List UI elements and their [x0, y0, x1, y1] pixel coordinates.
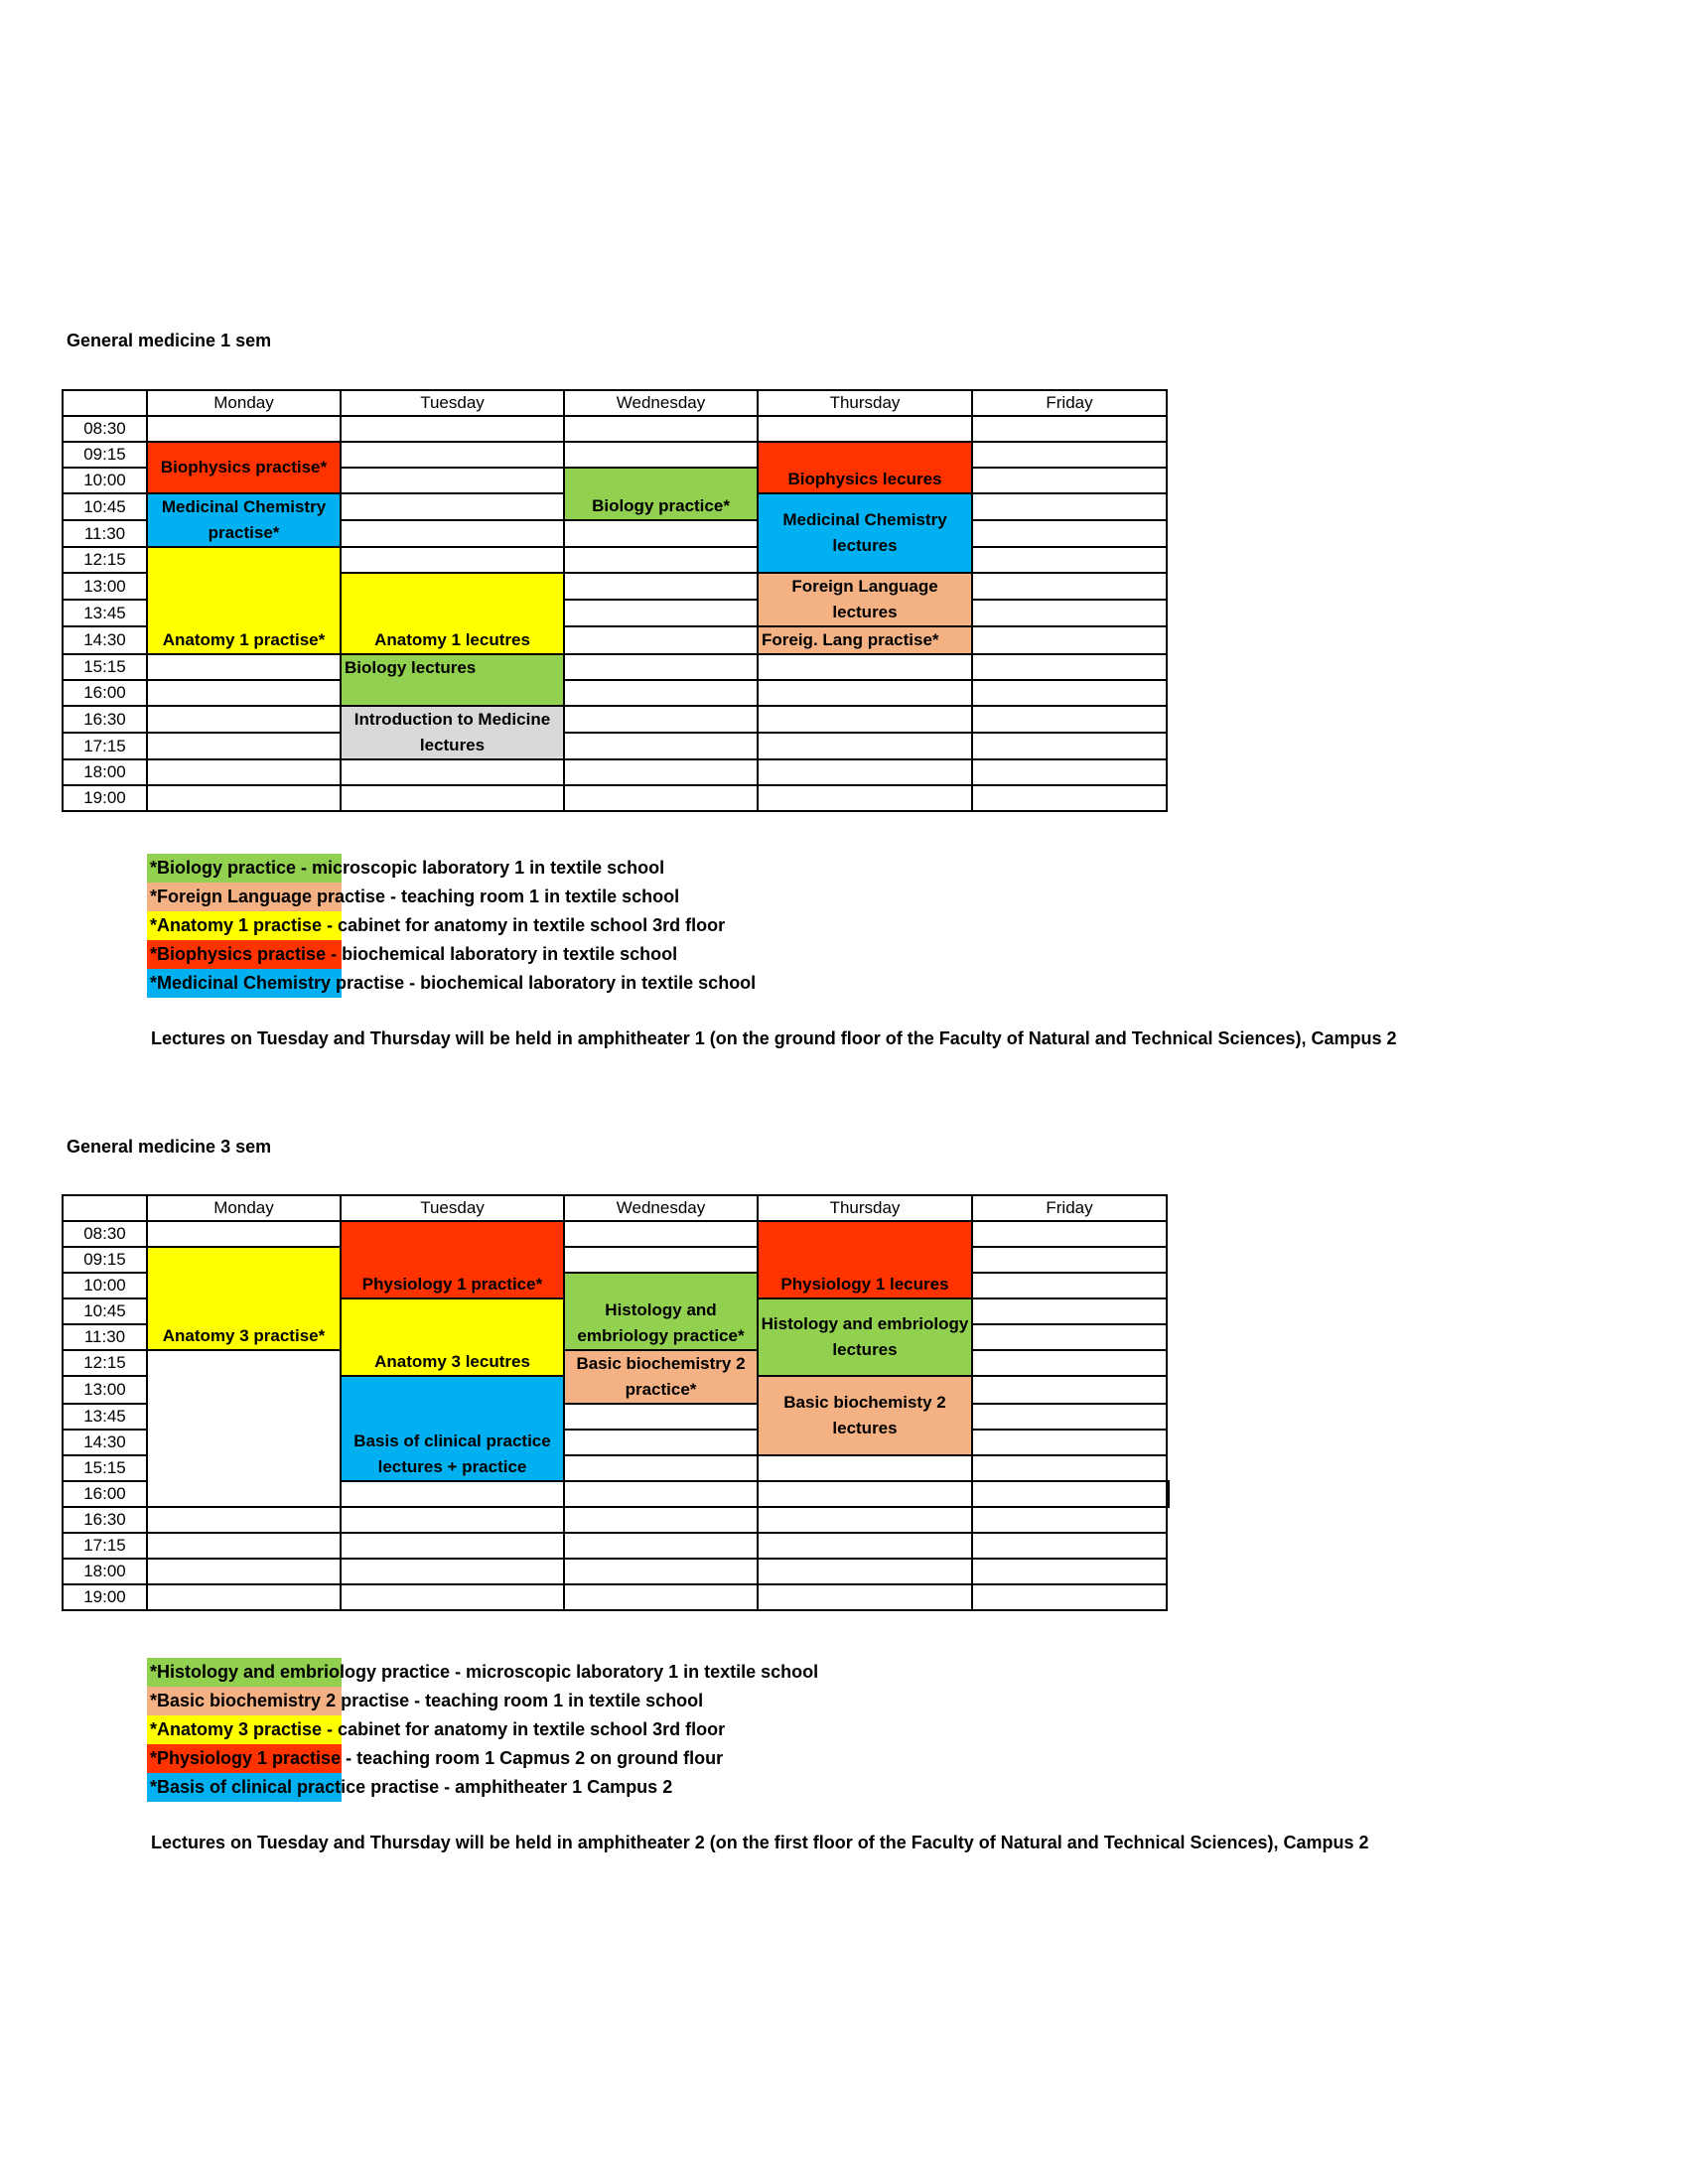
legend-item [147, 1773, 818, 1802]
empty-cell [972, 1247, 1167, 1273]
empty-cell [147, 654, 341, 680]
class-basic-biochemistry-2-lectures: Basic biochemisty 2 lectures [758, 1376, 972, 1455]
class-anatomy-3-practise: Anatomy 3 practise* [147, 1247, 341, 1350]
empty-cell [147, 680, 341, 706]
empty-cell [972, 547, 1167, 573]
class-basis-of-clinical-practice: Basis of clinical practice lectures + practice [341, 1376, 564, 1481]
empty-cell [341, 1584, 564, 1610]
empty-cell [564, 1584, 758, 1610]
empty-cell [972, 1324, 1167, 1350]
empty-cell [972, 468, 1167, 493]
empty-cell [147, 733, 341, 759]
empty-cell [564, 547, 758, 573]
empty-cell [758, 706, 972, 733]
empty-cell [972, 1481, 1167, 1507]
empty-cell [972, 442, 1167, 468]
time-label: 16:00 [63, 1481, 147, 1507]
day-header-tuesday: Tuesday [341, 390, 564, 416]
time-label: 13:00 [63, 1376, 147, 1404]
empty-cell [972, 759, 1167, 785]
empty-cell [972, 1350, 1167, 1376]
empty-cell [147, 1533, 341, 1559]
time-label: 14:30 [63, 626, 147, 654]
legend-item [147, 940, 756, 969]
time-label: 19:00 [63, 1584, 147, 1610]
time-label: 16:30 [63, 706, 147, 733]
legend-item [147, 1687, 818, 1715]
sem3-legend [147, 1658, 818, 1802]
day-header-thursday: Thursday [758, 1195, 972, 1221]
empty-cell [564, 600, 758, 626]
empty-cell [972, 1430, 1167, 1455]
time-label: 11:30 [63, 1324, 147, 1350]
empty-cell [1167, 1481, 1169, 1507]
day-header-thursday: Thursday [758, 390, 972, 416]
empty-cell [758, 1507, 972, 1533]
legend-text: *Foreign Language practise - teaching room 1 in textile school [150, 887, 680, 906]
legend-item [147, 1715, 818, 1744]
time-label: 13:45 [63, 1404, 147, 1430]
legend-text: *Basis of clinical practice practise - amphitheater 1 Campus 2 [150, 1777, 673, 1797]
empty-cell [972, 416, 1167, 442]
time-label: 10:00 [63, 1273, 147, 1298]
time-label: 15:15 [63, 1455, 147, 1481]
empty-cell [564, 1221, 758, 1247]
class-anatomy-1-practise: Anatomy 1 practise* [147, 547, 341, 654]
sem3-lecture-note: Lectures on Tuesday and Thursday will be held in amphitheater 2 (on the first floor of the Faculty of Natural and Technical Sciences), Campus 2 [151, 1833, 1369, 1852]
class-medicinal-chemistry-practise: Medicinal Chemistry practise* [147, 493, 341, 547]
empty-cell [341, 468, 564, 493]
empty-cell [564, 1430, 758, 1455]
sem1-title: General medicine 1 sem [67, 331, 272, 350]
empty-cell [972, 1404, 1167, 1430]
day-header-monday: Monday [147, 390, 341, 416]
time-label: 15:15 [63, 654, 147, 680]
empty-cell [564, 1481, 758, 1507]
class-introduction-to-medicine-lectures: Introduction to Medicine lectures [341, 706, 564, 759]
time-label: 18:00 [63, 759, 147, 785]
empty-cell [758, 1559, 972, 1584]
time-label: 08:30 [63, 416, 147, 442]
empty-cell [972, 1221, 1167, 1247]
corner-cell [63, 1195, 147, 1221]
class-histology-embriology-lectures: Histology and embriology lectures [758, 1298, 972, 1376]
time-label: 13:00 [63, 573, 147, 600]
time-label: 18:00 [63, 1559, 147, 1584]
empty-cell [341, 1507, 564, 1533]
empty-cell [758, 1481, 972, 1507]
empty-cell [758, 785, 972, 811]
time-label: 10:45 [63, 1298, 147, 1324]
empty-cell [972, 785, 1167, 811]
legend-text: *Anatomy 1 practise - cabinet for anatomy in textile school 3rd floor [150, 915, 726, 935]
empty-cell [972, 493, 1167, 520]
time-label: 10:45 [63, 493, 147, 520]
empty-cell [564, 626, 758, 654]
empty-cell [341, 442, 564, 468]
empty-cell [758, 654, 972, 680]
class-biophysics-practise: Biophysics practise* [147, 442, 341, 493]
legend-item [147, 969, 756, 998]
time-label: 19:00 [63, 785, 147, 811]
day-header-tuesday: Tuesday [341, 1195, 564, 1221]
class-physiology-1-practice: Physiology 1 practice* [341, 1221, 564, 1298]
empty-cell [972, 654, 1167, 680]
legend-text: *Biology practice - microscopic laboratory 1 in textile school [150, 858, 665, 878]
time-label: 17:15 [63, 733, 147, 759]
sem3-timetable [62, 1194, 1170, 1611]
sem3-title: General medicine 3 sem [67, 1137, 272, 1157]
day-header-monday: Monday [147, 1195, 341, 1221]
class-foreign-language-lectures: Foreign Language lectures [758, 573, 972, 626]
empty-cell [972, 680, 1167, 706]
time-label: 09:15 [63, 442, 147, 468]
empty-cell [758, 733, 972, 759]
day-header-friday: Friday [972, 390, 1167, 416]
legend-text: *Basic biochemistry 2 practise - teaching room 1 in textile school [150, 1691, 704, 1710]
empty-cell [972, 626, 1167, 654]
empty-cell [758, 1533, 972, 1559]
legend-text: *Histology and embriology practice - microscopic laboratory 1 in textile school [150, 1662, 819, 1682]
legend-item [147, 1744, 818, 1773]
class-foreign-language-practise: Foreig. Lang practise* [758, 626, 972, 654]
empty-cell [758, 1584, 972, 1610]
empty-cell [147, 1559, 341, 1584]
empty-cell [972, 1298, 1167, 1324]
day-header-friday: Friday [972, 1195, 1167, 1221]
empty-cell [972, 1584, 1167, 1610]
legend-item [147, 1658, 818, 1687]
empty-cell [564, 520, 758, 547]
time-label: 11:30 [63, 520, 147, 547]
empty-cell [564, 442, 758, 468]
time-label: 13:45 [63, 600, 147, 626]
empty-cell [147, 785, 341, 811]
empty-cell [564, 416, 758, 442]
class-anatomy-3-lectures: Anatomy 3 lecutres [341, 1298, 564, 1376]
empty-cell [972, 1376, 1167, 1404]
corner-cell [63, 390, 147, 416]
empty-cell [341, 416, 564, 442]
empty-cell [147, 759, 341, 785]
empty-cell [564, 680, 758, 706]
empty-cell [972, 1533, 1167, 1559]
empty-cell [147, 706, 341, 733]
empty-cell [147, 1507, 341, 1533]
empty-cell [972, 520, 1167, 547]
legend-text: *Medicinal Chemistry practise - biochemical laboratory in textile school [150, 973, 757, 993]
empty-cell [758, 759, 972, 785]
empty-cell [564, 654, 758, 680]
time-label: 12:15 [63, 547, 147, 573]
time-label: 16:30 [63, 1507, 147, 1533]
empty-cell [972, 1507, 1167, 1533]
legend-item [147, 883, 756, 911]
empty-cell [972, 733, 1167, 759]
empty-cell [972, 1455, 1167, 1481]
legend-item [147, 854, 756, 883]
empty-cell [972, 1273, 1167, 1298]
class-biology-practice: Biology practice* [564, 468, 758, 520]
empty-cell [341, 785, 564, 811]
day-header-wednesday: Wednesday [564, 390, 758, 416]
sem1-lecture-note: Lectures on Tuesday and Thursday will be held in amphitheater 1 (on the ground floor of the Faculty of Natural and Technical Sciences), Campus 2 [151, 1028, 1397, 1048]
empty-cell [564, 733, 758, 759]
time-label: 10:00 [63, 468, 147, 493]
class-biology-lectures: Biology lectures [341, 654, 564, 706]
empty-cell [147, 1584, 341, 1610]
empty-cell [341, 1481, 564, 1507]
empty-cell [341, 759, 564, 785]
empty-cell [972, 573, 1167, 600]
empty-cell [972, 1559, 1167, 1584]
empty-cell [564, 759, 758, 785]
class-basic-biochemistry-2-practice: Basic biochemistry 2 practice* [564, 1350, 758, 1404]
empty-cell [564, 1533, 758, 1559]
class-anatomy-1-lectures: Anatomy 1 lecutres [341, 573, 564, 654]
empty-cell [564, 1507, 758, 1533]
empty-cell [147, 1221, 341, 1247]
empty-cell [341, 520, 564, 547]
empty-cell [147, 416, 341, 442]
empty-cell [564, 1455, 758, 1481]
time-label: 09:15 [63, 1247, 147, 1273]
class-physiology-1-lectures: Physiology 1 lecures [758, 1221, 972, 1298]
empty-cell [564, 1247, 758, 1273]
time-label: 14:30 [63, 1430, 147, 1455]
empty-cell [341, 493, 564, 520]
legend-text: *Physiology 1 practise - teaching room 1 Capmus 2 on ground flour [150, 1748, 724, 1768]
empty-cell [972, 600, 1167, 626]
class-histology-embriology-practice: Histology and embriology practice* [564, 1273, 758, 1350]
empty-cell [564, 1559, 758, 1584]
empty-cell [341, 1533, 564, 1559]
legend-text: *Anatomy 3 practise - cabinet for anatomy in textile school 3rd floor [150, 1719, 726, 1739]
day-header-wednesday: Wednesday [564, 1195, 758, 1221]
legend-text: *Biophysics practise - biochemical laboratory in textile school [150, 944, 678, 964]
empty-cell [341, 547, 564, 573]
class-medicinal-chemistry-lectures: Medicinal Chemistry lectures [758, 493, 972, 573]
empty-cell [972, 706, 1167, 733]
empty-cell [564, 706, 758, 733]
empty-cell [758, 680, 972, 706]
time-label: 16:00 [63, 680, 147, 706]
time-label: 12:15 [63, 1350, 147, 1376]
empty-cell [341, 1559, 564, 1584]
empty-cell [758, 416, 972, 442]
time-label: 08:30 [63, 1221, 147, 1247]
empty-cell [564, 785, 758, 811]
sem1-legend [147, 854, 756, 998]
sem1-timetable [62, 389, 1168, 812]
time-label: 17:15 [63, 1533, 147, 1559]
legend-item [147, 911, 756, 940]
empty-cell [758, 1455, 972, 1481]
empty-cell [564, 573, 758, 600]
class-biophysics-lectures: Biophysics lecures [758, 442, 972, 493]
empty-cell [564, 1404, 758, 1430]
empty-cell [147, 1350, 341, 1507]
